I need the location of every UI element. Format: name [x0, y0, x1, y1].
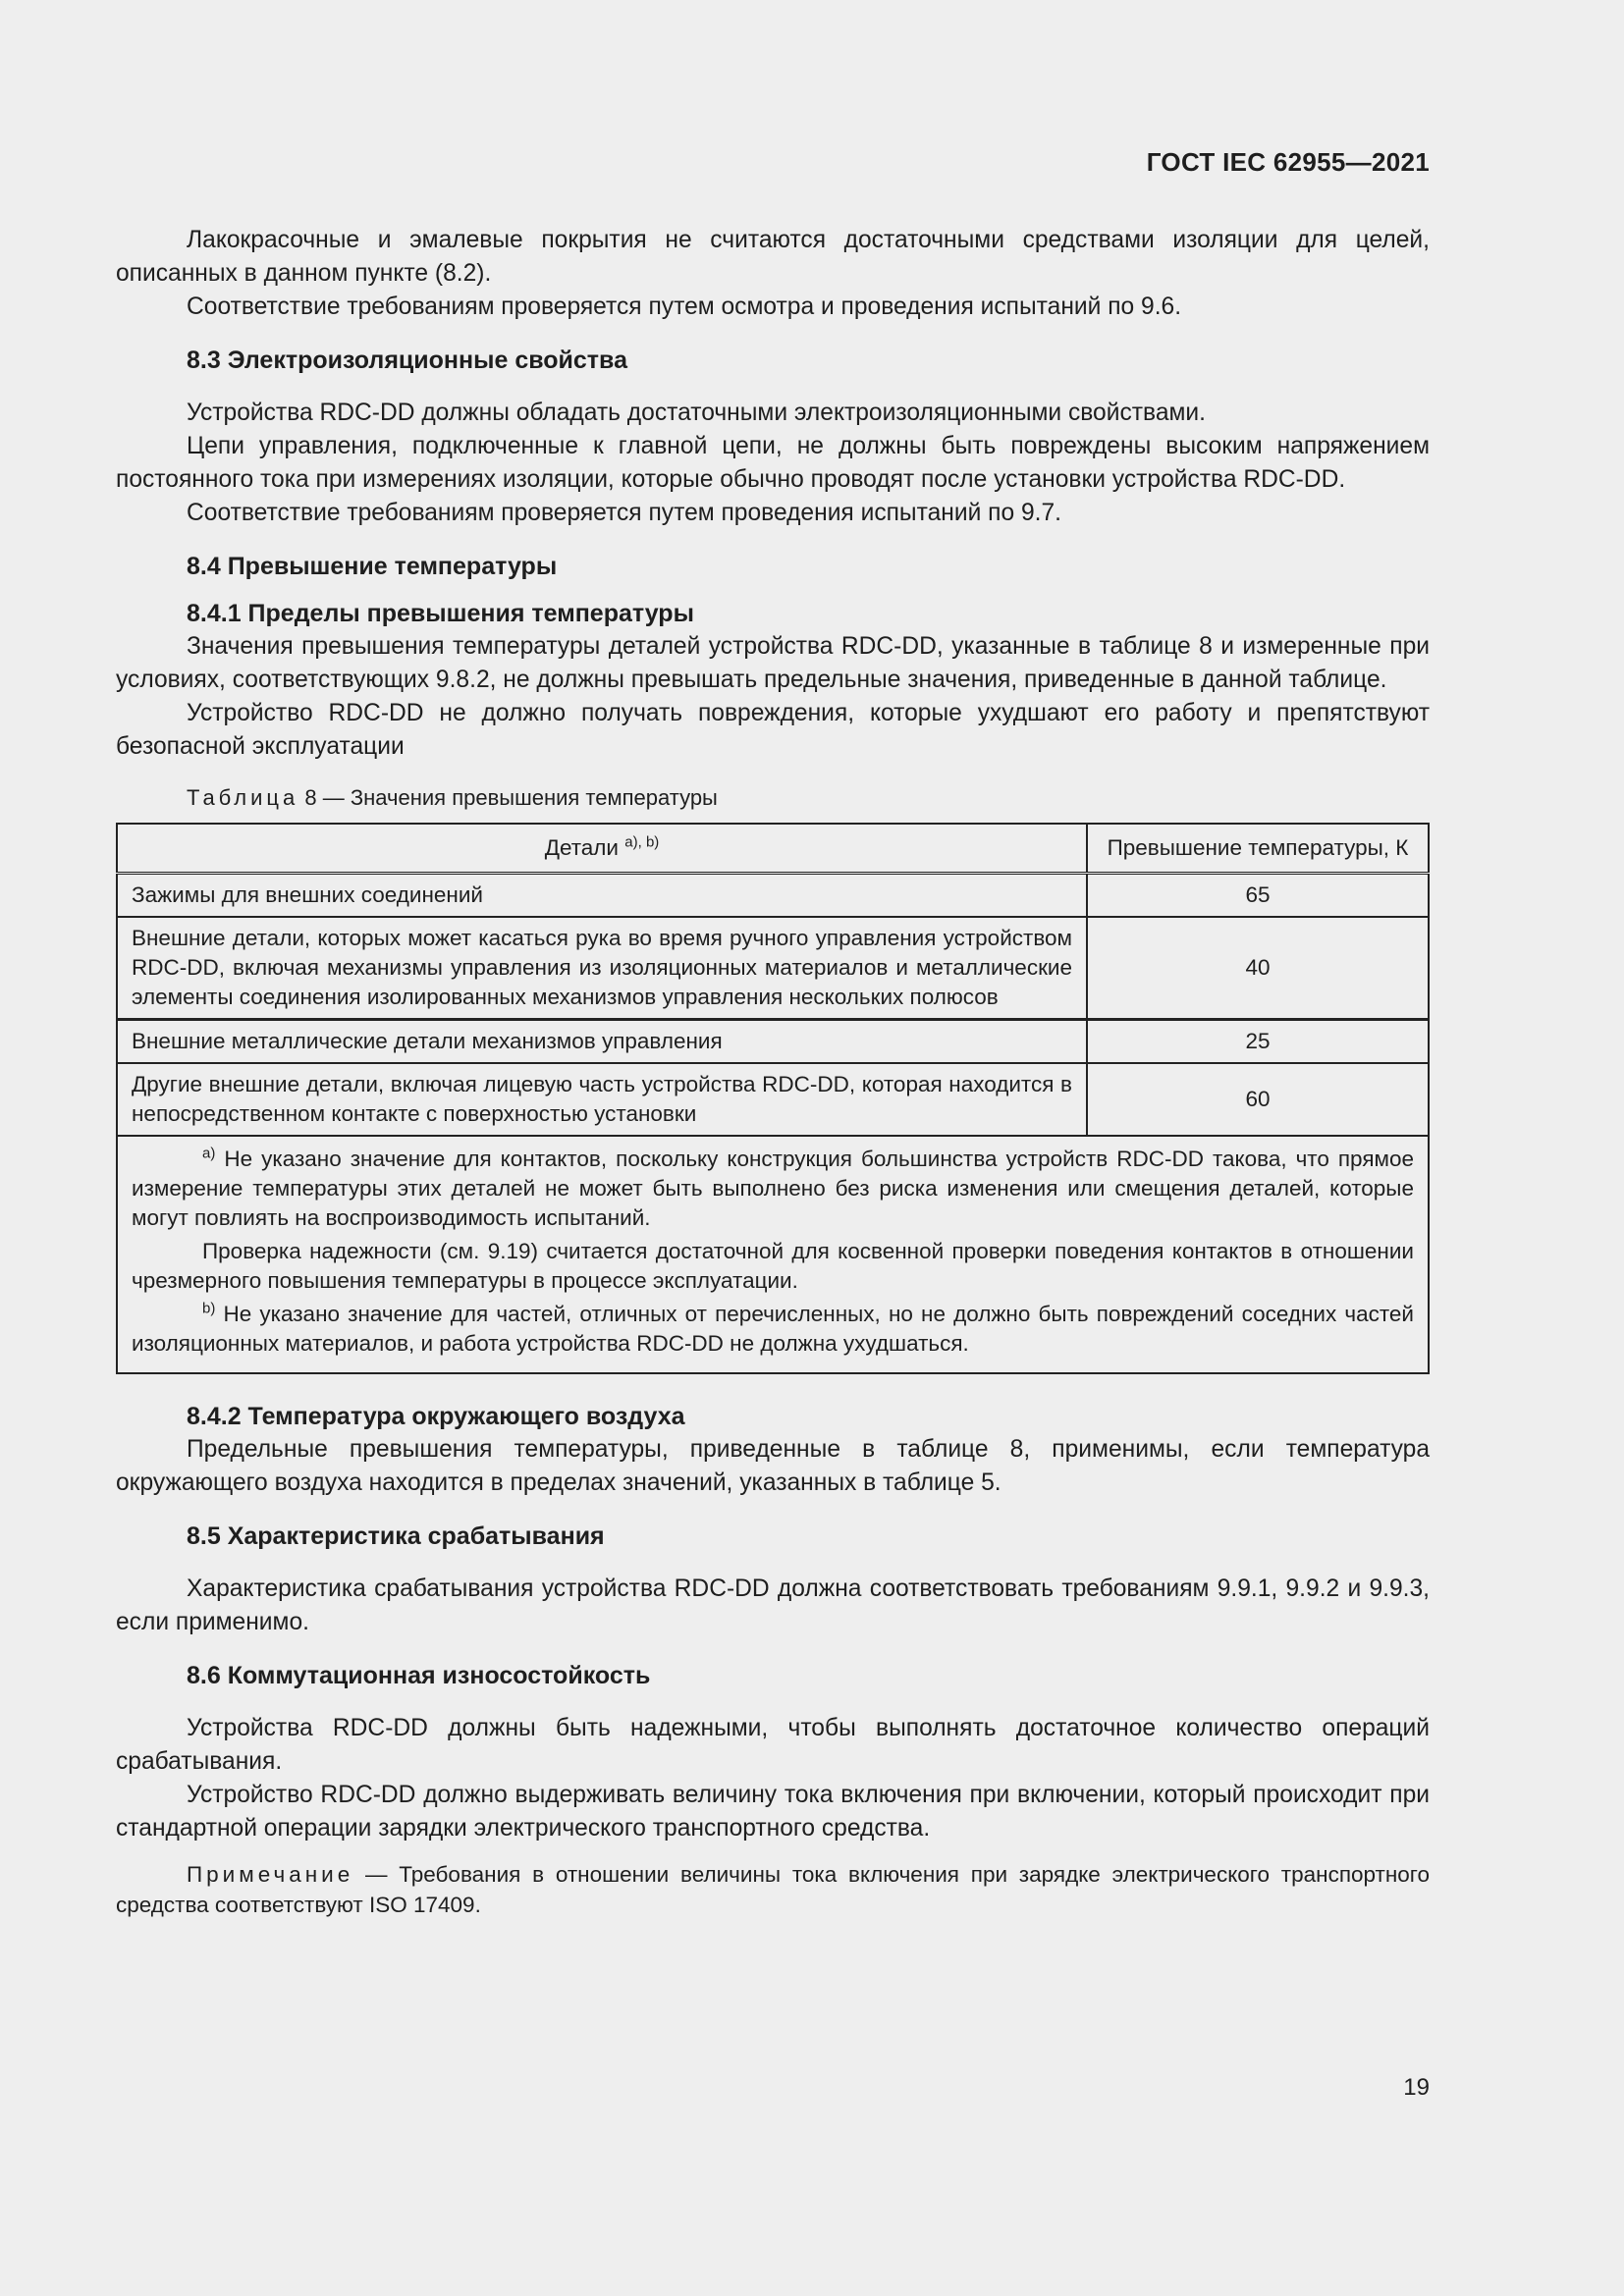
- table-notes: [117, 1136, 1429, 1373]
- section-heading-8-3: 8.3 Электроизоляционные свойства: [187, 347, 627, 374]
- paragraph: Соответствие требованиям проверяется путем проведения испытаний по 9.7.: [187, 500, 1062, 526]
- section-heading-8-4: 8.4 Превышение температуры: [187, 553, 558, 580]
- paragraph: Цепи управления, подключенные к главной цепи, не должны быть повреждены высоким напряжением постоянного тока при измерениях изоляции, которые обычно проводят после установки устройства RDC-DD.: [116, 433, 1430, 493]
- table-cell-part: Внешние металлические детали механизмов управления: [117, 1020, 1087, 1064]
- table-cell-part: Другие внешние детали, включая лицевую часть устройства RDC-DD, которая находится в непосредственном контакте с поверхностью установки: [117, 1063, 1087, 1136]
- footnote-mark: b): [202, 1300, 216, 1317]
- table-cell-value: 60: [1087, 1063, 1429, 1136]
- table-header-temperature: Превышение температуры, К: [1087, 824, 1429, 874]
- table-cell-value: 40: [1087, 917, 1429, 1020]
- table-note-a: $^{a)}$ Не указано значение для контактов, поскольку конструкция большинства устройств RDC-DD такова, что прямое измерение температуры этих деталей не может быть выполнено без риска изменения или смещения деталей, которые могут повлиять на воспроизводимость испытаний.: [132, 1145, 1414, 1230]
- table-header-parts: Детали $^{a), b)}$: [117, 824, 1087, 874]
- paragraph: Предельные превышения температуры, приведенные в таблице 8, применимы, если температура окружающего воздуха находится в пределах значений, указанных в таблице 5.: [116, 1436, 1430, 1496]
- table-cell-value: 65: [1087, 874, 1429, 918]
- table-caption: [116, 783, 1430, 813]
- note-label: Примечание: [187, 1862, 354, 1887]
- page-number: 19: [1403, 2074, 1430, 2101]
- paragraph: Устройство RDC-DD не должно получать повреждения, которые ухудшают его работу и препятствуют безопасной эксплуатации: [116, 700, 1430, 760]
- paragraph: Устройства RDC-DD должны обладать достаточными электроизоляционными свойствами.: [187, 400, 1206, 426]
- table-row: [117, 1063, 1429, 1136]
- table-cell-part: Зажимы для внешних соединений: [117, 874, 1087, 918]
- standard-code: ГОСТ IEC 62955—2021: [1146, 147, 1430, 177]
- paragraph: Характеристика срабатывания устройства RDC-DD должна соответствовать требованиям 9.9.1, 9.9.2 и 9.9.3, если применимо.: [116, 1575, 1430, 1635]
- section-heading-8-5: 8.5 Характеристика срабатывания: [187, 1522, 605, 1550]
- page-content: [116, 224, 1430, 1920]
- table-note-a-continued: Проверка надежности (см. 9.19) считается достаточной для косвенной проверки поведения контактов в отношении чрезмерного повышения температуры в процессе эксплуатации.: [132, 1239, 1414, 1293]
- table-cell-value: 25: [1087, 1020, 1429, 1064]
- table-row: [117, 1020, 1429, 1064]
- table-caption-text: 8 — Значения превышения температуры: [298, 785, 718, 810]
- section-heading-8-4-1: 8.4.1 Пределы превышения температуры: [187, 600, 694, 627]
- paragraph: Соответствие требованиям проверяется путем осмотра и проведения испытаний по 9.6.: [187, 294, 1182, 320]
- note: [116, 1859, 1430, 1920]
- table-caption-word: Таблица: [187, 785, 299, 810]
- paragraph: Устройства RDC-DD должны быть надежными, чтобы выполнять достаточное количество операций срабатывания.: [116, 1715, 1430, 1775]
- table-note-b: $^{b)}$ Не указано значение для частей, отличных от перечисленных, но не должно быть повреждений соседних частей изоляционных материалов, и работа устройства RDC-DD не должна ухудшаться.: [132, 1300, 1414, 1356]
- paragraph: Лакокрасочные и эмалевые покрытия не считаются достаточными средствами изоляции для целей, описанных в данном пункте (8.2).: [116, 227, 1430, 287]
- table-cell-part: Внешние детали, которых может касаться рука во время ручного управления устройством RDC-DD, включая механизмы управления из изоляционных материалов и металлические элементы соединения изолированных механизмов управления нескольких полюсов: [117, 917, 1087, 1020]
- paragraph: Значения превышения температуры деталей устройства RDC-DD, указанные в таблице 8 и измеренные при условиях, соответствующих 9.8.2, не должны превышать предельные значения, приведенные в данной таблице.: [116, 633, 1430, 693]
- table-row: [117, 874, 1429, 918]
- table-8: [116, 823, 1430, 1374]
- note-text: — Требования в отношении величины тока включения при зарядке электрического транспортного средства соответствуют ISO 17409.: [116, 1862, 1430, 1917]
- table-notes-row: [117, 1136, 1429, 1373]
- document-page: [116, 0, 1430, 2296]
- section-heading-8-6: 8.6 Коммутационная износостойкость: [187, 1662, 651, 1689]
- footnote-mark: a): [202, 1145, 216, 1162]
- paragraph: Устройство RDC-DD должно выдерживать величину тока включения при включении, который происходит при стандартной операции зарядки электрического транспортного средства.: [116, 1782, 1430, 1842]
- section-heading-8-4-2: 8.4.2 Температура окружающего воздуха: [187, 1403, 685, 1430]
- table-row: [117, 917, 1429, 1020]
- footnote-mark: a), b): [624, 833, 660, 851]
